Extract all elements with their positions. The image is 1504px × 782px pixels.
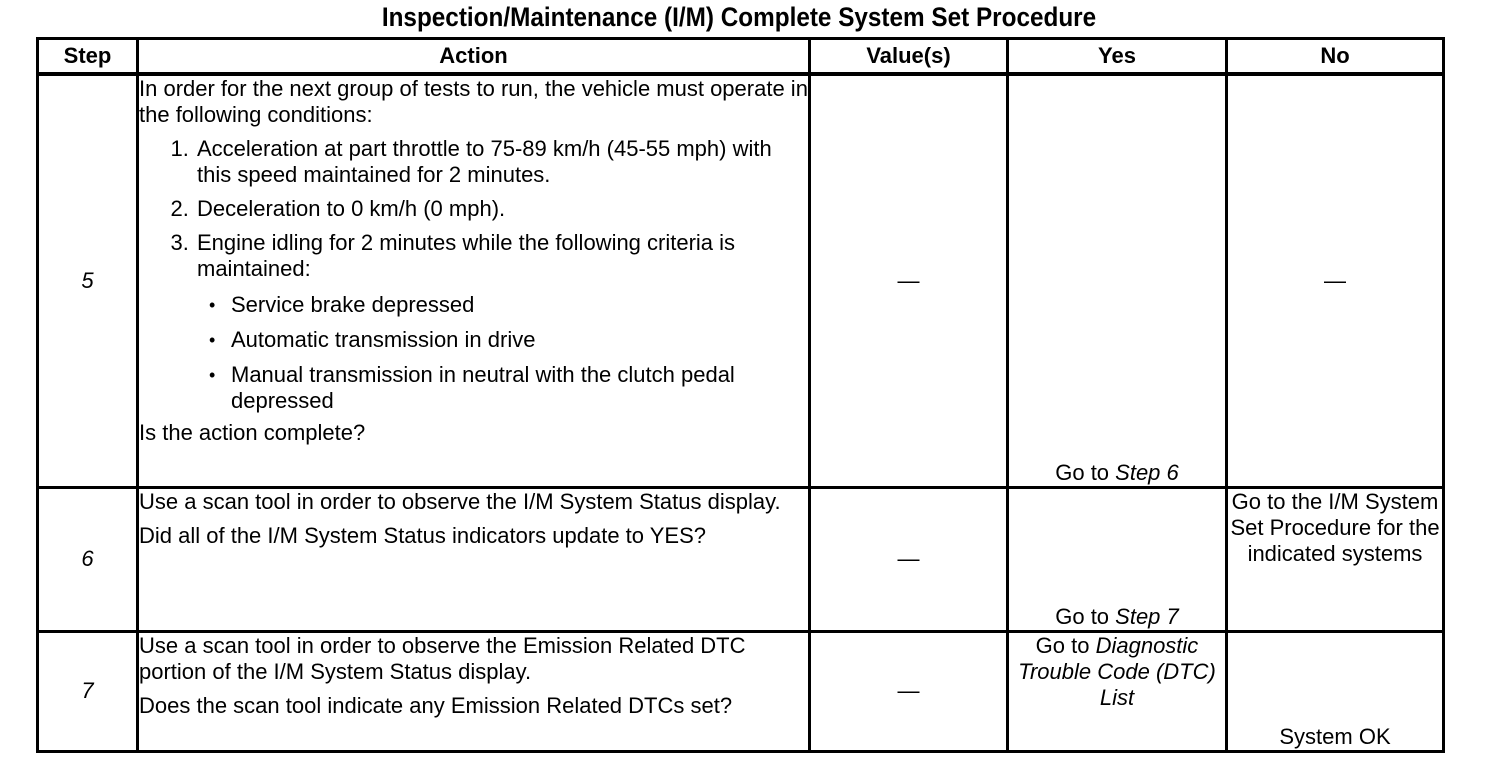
criteria-item: • Automatic transmission in drive	[231, 327, 808, 353]
procedure-table	[36, 37, 1445, 753]
header-action: Action	[138, 39, 810, 75]
yes-prefix: Go to	[1035, 632, 1096, 658]
yes-prefix: Go to	[1055, 459, 1116, 485]
yes-step-link[interactable]: Step 7	[1115, 603, 1179, 629]
no-result: System OK	[1279, 723, 1391, 749]
condition-item: 2. Deceleration to 0 km/h (0 mph).	[195, 196, 808, 222]
condition-list	[139, 136, 808, 414]
action-question: Is the action complete?	[139, 420, 366, 445]
value-cell	[810, 74, 1008, 487]
yes-cell	[1008, 487, 1227, 631]
table-row-step-6	[38, 487, 1444, 631]
criteria-item: • Manual transmission in neutral with the clutch pedal depressed	[231, 362, 808, 414]
criteria-item: • Service brake depressed	[231, 292, 808, 318]
action-cell	[138, 74, 810, 487]
step-number: 6	[38, 487, 138, 631]
table-header-row	[38, 39, 1444, 75]
header-yes: Yes	[1008, 39, 1227, 75]
condition-item: 1. Acceleration at part throttle to 75-89 km/h (45-55 mph) with this speed maintained for 2 minutes.	[195, 136, 808, 188]
table-row-step-7	[38, 631, 1444, 751]
header-step: Step	[38, 39, 138, 75]
action-question: Did all of the I/M System Status indicators update to YES?	[139, 522, 706, 548]
no-procedure-link[interactable]: Go to the I/M System Set Procedure for the indicated systems	[1230, 488, 1440, 566]
yes-dtc-list-link[interactable]: Diagnostic Trouble Code (DTC) List	[1018, 632, 1216, 710]
no-cell	[1227, 487, 1444, 631]
header-no: No	[1227, 39, 1444, 75]
step-number: 5	[38, 74, 138, 487]
header-values: Value(s)	[810, 39, 1008, 75]
action-intro: Use a scan tool in order to observe the I/M System Status display.	[139, 488, 781, 514]
action-cell	[138, 631, 810, 751]
document-title: Inspection/Maintenance (I/M) Complete System Set Procedure	[381, 2, 1097, 32]
no-cell	[1227, 631, 1444, 751]
criteria-list	[197, 292, 808, 414]
yes-cell	[1008, 74, 1227, 487]
condition-item-text: Engine idling for 2 minutes while the following criteria is maintained:	[197, 230, 736, 281]
action-cell	[138, 487, 810, 631]
value-dash: —	[897, 678, 920, 703]
action-intro: Use a scan tool in order to observe the Emission Related DTC portion of the I/M System Status display.	[139, 632, 746, 684]
condition-item	[195, 230, 808, 414]
action-question: Does the scan tool indicate any Emission Related DTCs set?	[139, 692, 733, 718]
yes-cell	[1008, 631, 1227, 751]
table-row-step-5	[38, 74, 1444, 487]
value-dash: —	[897, 267, 920, 293]
value-cell	[810, 631, 1008, 751]
no-dash: —	[1324, 267, 1346, 293]
value-cell	[810, 487, 1008, 631]
value-dash: —	[897, 546, 920, 571]
action-intro: In order for the next group of tests to run, the vehicle must operate in the following conditions:	[139, 76, 808, 127]
step-number: 7	[38, 631, 138, 751]
yes-prefix: Go to	[1055, 603, 1116, 629]
yes-step-link[interactable]: Step 6	[1115, 459, 1179, 485]
no-cell	[1227, 74, 1444, 487]
